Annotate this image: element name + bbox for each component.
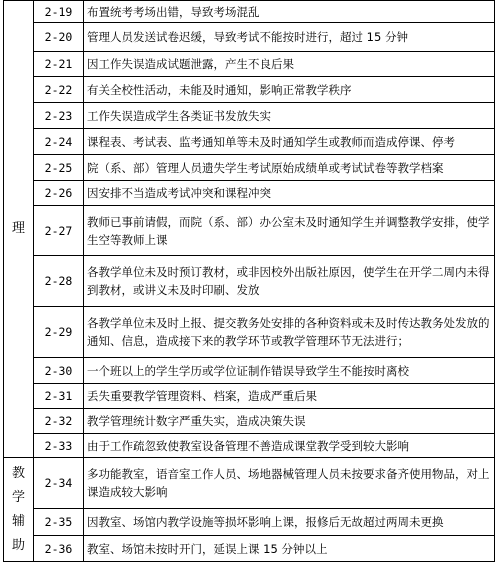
rule-code: 2-34 [34,458,84,509]
rule-code: 2-36 [34,536,84,562]
table-row [4,1,495,23]
table-row [4,307,495,358]
rule-code: 2-28 [34,256,84,307]
rule-text: 因安排不当造成考试冲突和课程冲突 [84,181,495,206]
rule-text: 由于工作疏忽致使教室设备管理不善造成课堂教学受到较大影响 [84,434,495,458]
rule-code: 2-32 [34,409,84,434]
rule-text: 多功能教室，语音室工作人员、场地器械管理人员未按要求备齐使用物品，对上课造成较大影响 [84,458,495,509]
rule-code: 2-27 [34,206,84,256]
table-row [4,358,495,384]
rule-text: 院（系、部）管理人员遗失学生考试原始成绩单或考试试卷等教学档案 [84,155,495,181]
table-row [4,458,495,509]
rule-code: 2-22 [34,77,84,103]
rule-code: 2-20 [34,23,84,52]
table-row [4,256,495,307]
rule-code: 2-26 [34,181,84,206]
rule-text: 有关全校性活动，未能及时通知，影响正常教学秩序 [84,77,495,103]
table-row [4,536,495,562]
rule-text: 课程表、考试表、监考通知单等未及时通知学生或教师而造成停课、停考 [84,129,495,155]
table-row [4,129,495,155]
table-row [4,206,495,256]
rule-code: 2-31 [34,384,84,409]
rule-text: 各教学单位未及时预订教材，或非因校外出版社原因，使学生在开学二周内未得到教材，或讲义未及时印刷、发放 [84,256,495,307]
category-cell [4,1,34,458]
rule-text: 丢失重要教学管理资料、档案，造成严重后果 [84,384,495,409]
rule-text: 教学管理统计数字严重失实，造成决策失误 [84,409,495,434]
rule-text: 教室、场馆未按时开门，延误上课 15 分钟以上 [84,536,495,562]
table-row [4,409,495,434]
rule-code: 2-30 [34,358,84,384]
rule-code: 2-24 [34,129,84,155]
category-label: 理 [11,221,25,236]
rule-text: 因工作失误造成试题泄露，产生不良后果 [84,52,495,77]
rule-code: 2-21 [34,52,84,77]
rule-text: 教师已事前请假，而院（系、部）办公室未及时通知学生并调整教学安排，使学生空等教师上课 [84,206,495,256]
table-row [4,384,495,409]
table-row [4,52,495,77]
rule-code: 2-33 [34,434,84,458]
rule-text: 工作失误造成学生各类证书发放失实 [84,103,495,129]
rule-code: 2-23 [34,103,84,129]
rule-code: 2-35 [34,509,84,536]
rule-text: 布置统考考场出错，导致考场混乱 [84,1,495,23]
rule-text: 各教学单位未及时上报、提交教务处安排的各种资料或未及时传达教务处发放的通知、信息，造成接下来的教学环节或教学管理环节无法进行； [84,307,495,358]
rule-code: 2-19 [34,1,84,23]
category-cell [4,458,34,562]
table-row [4,155,495,181]
rule-text: 一个班以上的学生学历或学位证制作错误导致学生不能按时离校 [84,358,495,384]
table-row [4,181,495,206]
table-row [4,103,495,129]
table-row [4,434,495,458]
rules-table [3,0,495,562]
rule-code: 2-25 [34,155,84,181]
rule-text: 管理人员发送试卷迟缓，导致考试不能按时进行，超过 15 分钟 [84,23,495,52]
rule-text: 因教室、场馆内教学设施等损坏影响上课，报修后无故超过两周未更换 [84,509,495,536]
rule-code: 2-29 [34,307,84,358]
table-row [4,77,495,103]
category-label: 教学辅助 [11,465,25,553]
table-row [4,509,495,536]
table-row [4,23,495,52]
